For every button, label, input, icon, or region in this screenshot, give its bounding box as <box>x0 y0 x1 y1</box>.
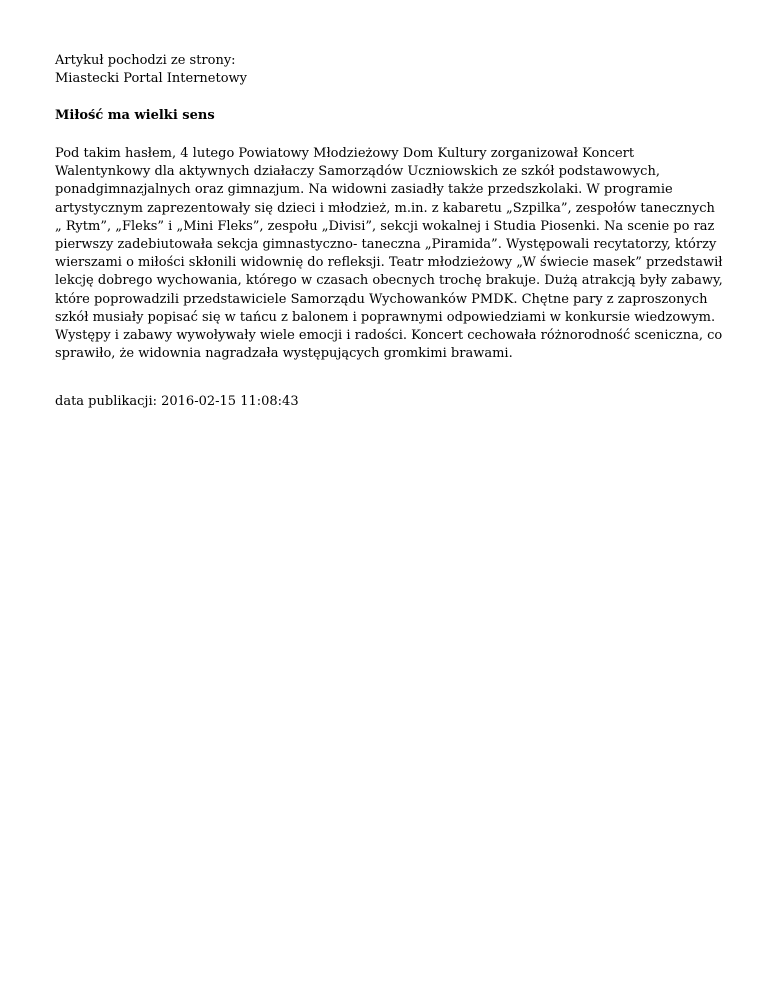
source-site-name: Miastecki Portal Internetowy <box>55 71 248 86</box>
article-body-line: Pod takim hasłem, 4 lutego Powiatowy Młodzieżowy Dom Kultury zorganizował Koncert <box>55 146 635 161</box>
article-body-line: pierwszy zadebiutowała sekcja gimnastyczno- taneczna „Piramida”. Występowali recytatorzy, którzy <box>55 237 717 253</box>
article-body-line: Występy i zabawy wywoływały wiele emocji i radości. Koncert cechowała różnorodność sceniczna, co <box>55 328 723 344</box>
article-body-line: ponadgimnazjalnych oraz gimnazjum. Na widowni zasiadły także przedszkolaki. W programie <box>55 182 673 198</box>
article-body-line: Walentynkowy dla aktywnych działaczy Samorządów Uczniowskich ze szkół podstawowych, <box>55 164 660 180</box>
article-title: Miłość ma wielki sens <box>55 108 215 123</box>
article-body-line: które poprowadzili przedstawiciele Samorządu Wychowanków PMDK. Chętne pary z zaproszonych <box>55 291 708 307</box>
article-body-line: artystycznym zaprezentowały się dzieci i młodzież, m.in. z kabaretu „Szpilka”, zespołów tanecznych <box>55 200 715 216</box>
article-body-line: wierszami o miłości skłonili widownię do refleksji. Teatr młodzieżowy „W świecie masek” przedstawił <box>55 255 723 271</box>
article-body-line: sprawiło, że widownia nagradzała występujących gromkimi brawami. <box>55 346 513 362</box>
article-body-line: szkół musiały popisać się w tańcu z balonem i poprawnymi odpowiedziami w konkursie wiedzowym. <box>55 309 716 325</box>
article-page <box>55 52 725 363</box>
source-label: Artykuł pochodzi ze strony: <box>55 53 236 68</box>
article-body-line: „ Rytm”, „Fleks” i „Mini Fleks”, zespołu „Divisi”, sekcji wokalnej i Studia Piosenki. Na scenie po raz <box>55 218 715 234</box>
publication-date: data publikacji: 2016-02-15 11:08:43 <box>55 394 299 409</box>
article-body <box>55 145 725 363</box>
article-body-line: lekcję dobrego wychowania, którego w czasach obecnych trochę brakuje. Dużą atrakcją były zabawy, <box>55 273 723 289</box>
